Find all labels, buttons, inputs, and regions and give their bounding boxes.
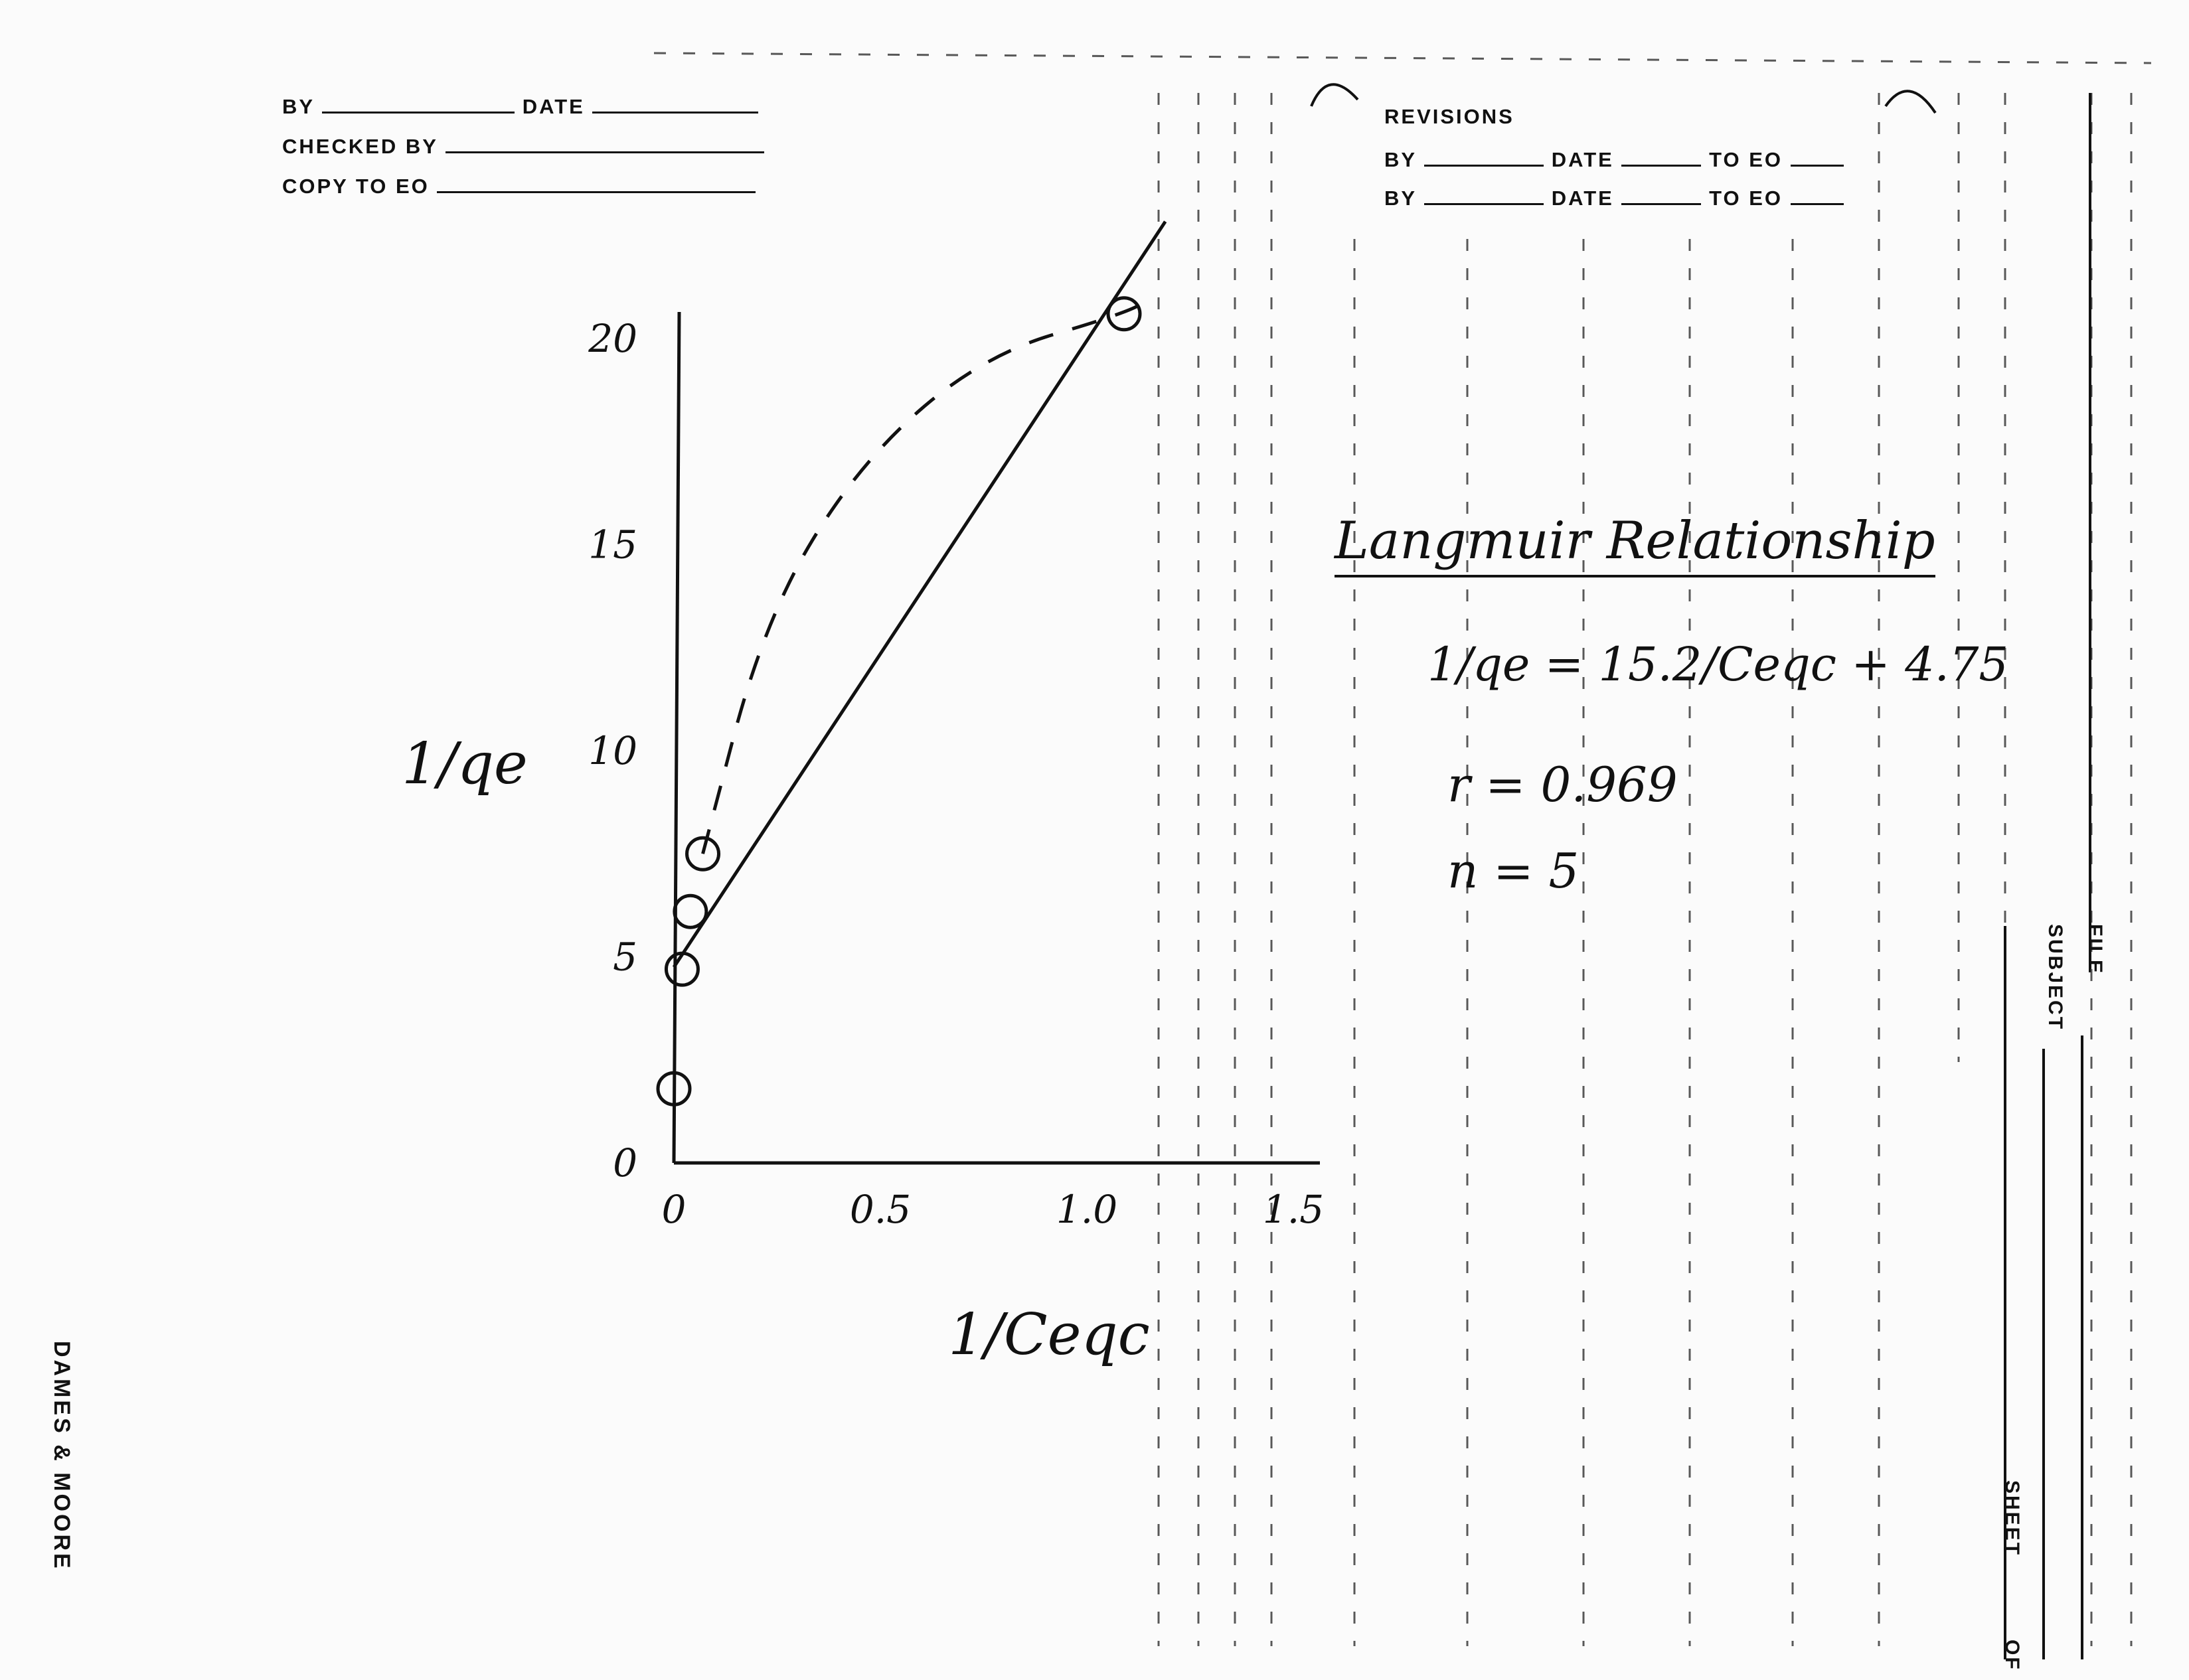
langmuir-equation: 1/qe = 15.2/Ceqc + 4.75 [1427, 637, 2008, 692]
file-label: FILE [2084, 924, 2106, 975]
y-tick-label: 10 [588, 728, 637, 773]
y-tick-label: 0 [613, 1140, 637, 1185]
company-logo: DAMES & MOORE [49, 1341, 74, 1571]
data-point [1108, 298, 1140, 330]
x-tick-label: 0 [661, 1187, 687, 1232]
revisions-title: REVISIONS [1384, 105, 1514, 128]
checked-by-label: CHECKED BY [282, 135, 438, 158]
rev-date-label: DATE [1551, 148, 1614, 171]
data-point [666, 953, 698, 985]
x-axis-label: 1/Ceqc [948, 1302, 1150, 1368]
chart-axes [674, 312, 1320, 1163]
regression-line [674, 222, 1165, 967]
by-label: BY [282, 95, 315, 118]
rev-by-label: BY [1384, 148, 1417, 171]
x-tick-label: 1.0 [1056, 1187, 1118, 1232]
n-value: n = 5 [1447, 843, 1580, 899]
dashed-curve [703, 297, 1153, 854]
data-point [675, 895, 706, 927]
y-tick-label: 5 [613, 934, 637, 980]
chart-marks [658, 222, 1165, 1105]
rev-to-eo-label-2: TO EO [1709, 187, 1783, 210]
sheet-label: SHEET [2001, 1480, 2023, 1557]
y-tick-label: 20 [588, 316, 637, 361]
y-axis [674, 312, 679, 1163]
rev-by-label-2: BY [1384, 187, 1417, 210]
r-value: r = 0.969 [1447, 757, 1678, 812]
date-label: DATE [522, 95, 585, 118]
rev-to-eo-label: TO EO [1709, 148, 1783, 171]
subject-label: SUBJECT [2044, 924, 2066, 1031]
notes-title: Langmuir Relationship [1335, 511, 1935, 577]
rev-date-label-2: DATE [1551, 187, 1614, 210]
x-tick-label: 1.5 [1262, 1187, 1325, 1232]
tick-labels [588, 316, 1324, 1232]
of-label: OF [2001, 1640, 2023, 1671]
copy-to-eo-label: COPY TO EO [282, 175, 430, 198]
y-tick-label: 15 [588, 522, 637, 568]
x-tick-label: 0.5 [849, 1187, 912, 1232]
y-axis-label: 1/qe [402, 731, 528, 797]
